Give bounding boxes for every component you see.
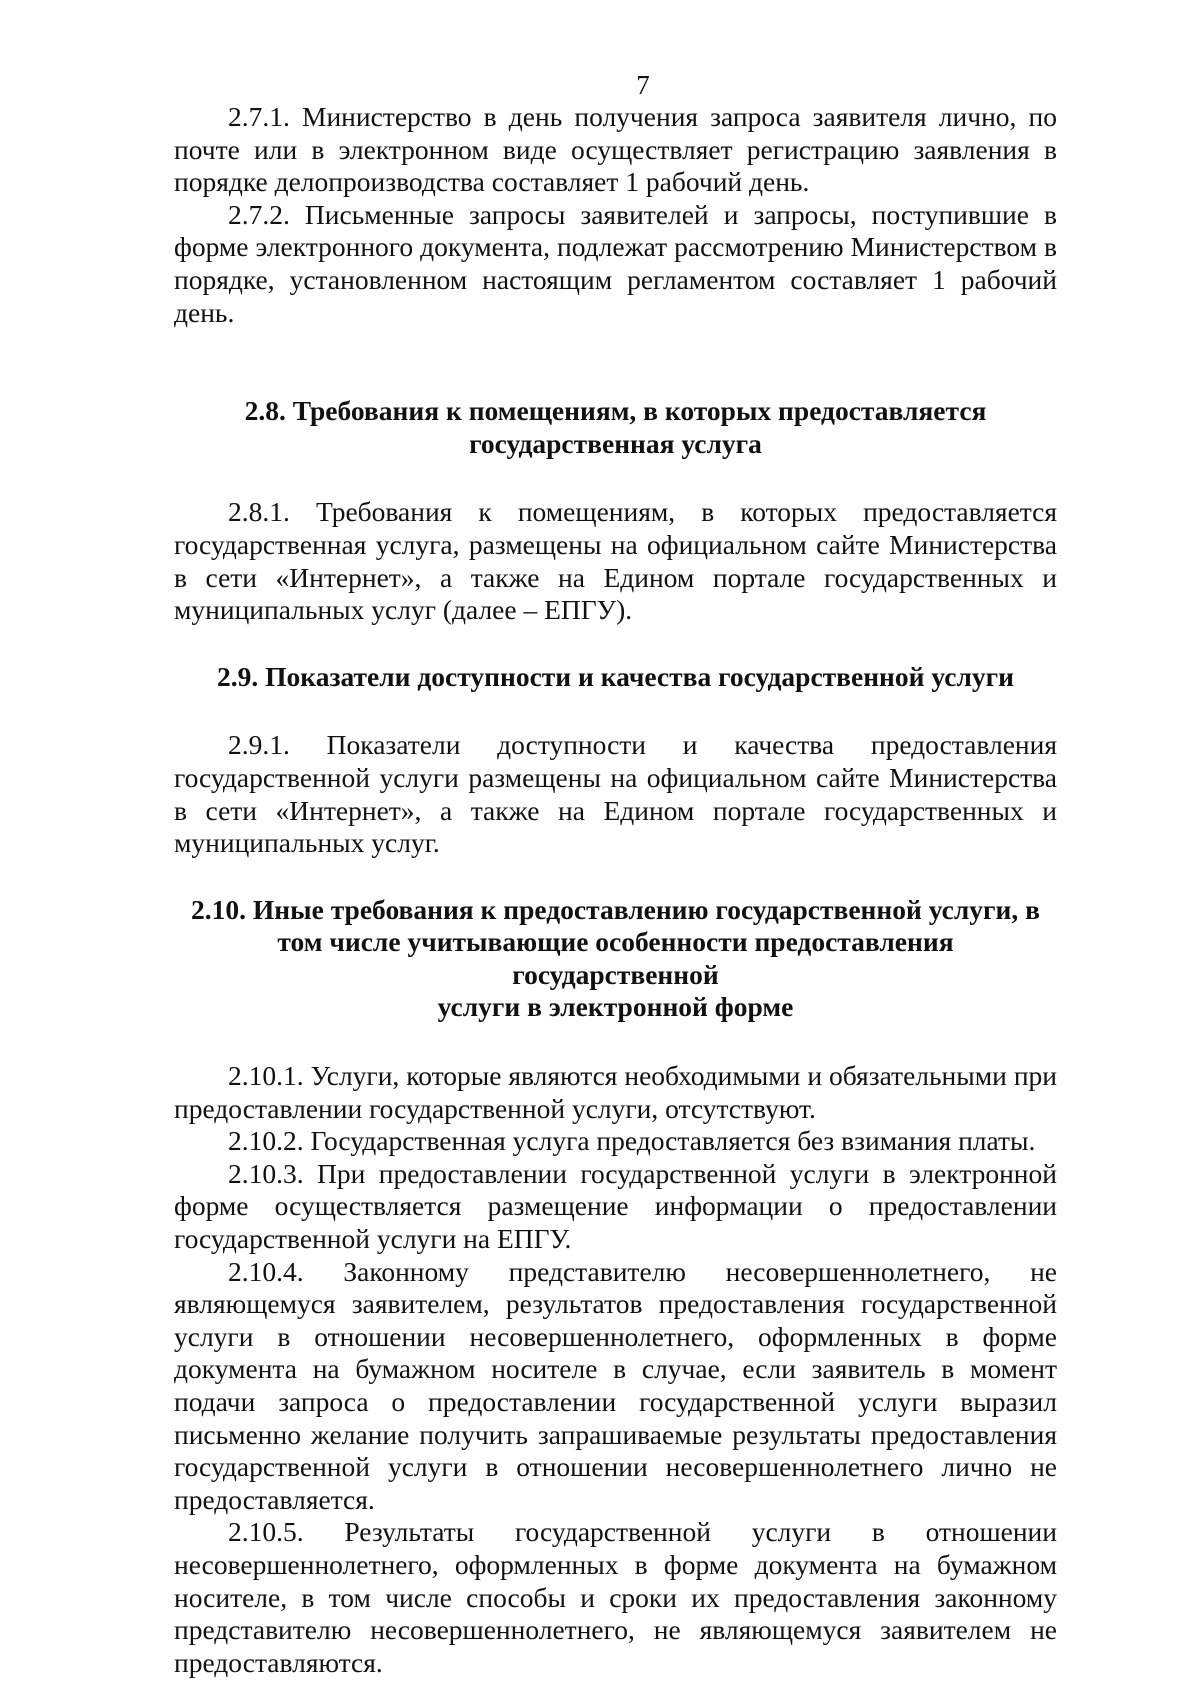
paragraph-2-7-1: 2.7.1. Министерство в день получения запроса заявителя лично, по почте или в электронном виде осуществляет регистрацию заявления в порядке делопроизводства составляет 1 рабочий день.: [174, 101, 1057, 198]
section-heading-2-8-line-2: государственная услуга: [469, 427, 762, 459]
paragraph-2-7-2: 2.7.2. Письменные запросы заявителей и запросы, поступившие в форме электронного документа, подлежат рассмотрению Министерством в порядке, установленном настоящим регламентом составляет 1 рабочий день.: [174, 198, 1057, 328]
spacer: [174, 1024, 1057, 1060]
paragraph-2-8-1: 2.8.1. Требования к помещениям, в которых предоставляется государственная услуга, размещены на официальном сайте Министерства в сети «Интернет», а также на Едином портале государственных и муниципальных услуг (далее – ЕПГУ).: [174, 496, 1057, 626]
spacer: [174, 693, 1057, 729]
section-heading-2-10-line-2: том числе учитывающие особенности предоставления государственной: [277, 926, 954, 990]
section-heading-2-9: 2.9. Показатели доступности и качества государственной услуги: [217, 660, 1014, 692]
paragraph-2-10-4: 2.10.4. Законному представителю несовершеннолетнего, не являющемуся заявителем, результатов предоставления государственной услуги в отношении несовершеннолетнего, оформленных в форме документа на бумажном носителе в случае, если заявитель в момент подачи запроса о предоставлении государственной услуги выразил письменно желание получить запрашиваемые результаты предоставления государственной услуги в отношении несовершеннолетнего лично не предоставляется.: [174, 1255, 1057, 1515]
section-heading-2-10-line-3: услуги в электронной форме: [437, 991, 794, 1023]
spacer: [174, 627, 1057, 661]
section-heading-2-8-line-1: 2.8. Требования к помещениям, в которых предоставляется: [244, 395, 987, 427]
paragraph-2-10-1: 2.10.1. Услуги, которые являются необходимыми и обязательными при предоставлении государственной услуги, отсутствуют.: [174, 1060, 1057, 1124]
spacer: [174, 860, 1057, 894]
paragraph-2-10-2: 2.10.2. Государственная услуга предоставляется без взимания платы.: [228, 1125, 1036, 1157]
spacer: [174, 329, 1057, 395]
section-heading-2-10-line-1: 2.10. Иные требования к предоставлению государственной услуги, в: [191, 893, 1040, 925]
paragraph-2-10-3: 2.10.3. При предоставлении государственной услуги в электронной форме осуществляется размещение информации о предоставлении государственной услуги на ЕПГУ.: [174, 1157, 1057, 1255]
paragraph-2-10-5: 2.10.5. Результаты государственной услуги в отношении несовершеннолетнего, оформленных в форме документа на бумажном носителе, в том числе способы и сроки их предоставления законному представителю несовершеннолетнего, не являющемуся заявителем не предоставляются.: [174, 1516, 1057, 1678]
section-heading-2-10: [174, 894, 1057, 1024]
paragraph-2-9-1: 2.9.1. Показатели доступности и качества предоставления государственной услуги размещены на официальном сайте Министерства в сети «Интернет», а также на Едином портале государственных и муниципальных услуг.: [174, 729, 1057, 859]
document-body: [174, 101, 1057, 1679]
section-heading-2-8: [174, 395, 1057, 460]
spacer: [174, 460, 1057, 496]
page-number: 7: [636, 70, 650, 100]
